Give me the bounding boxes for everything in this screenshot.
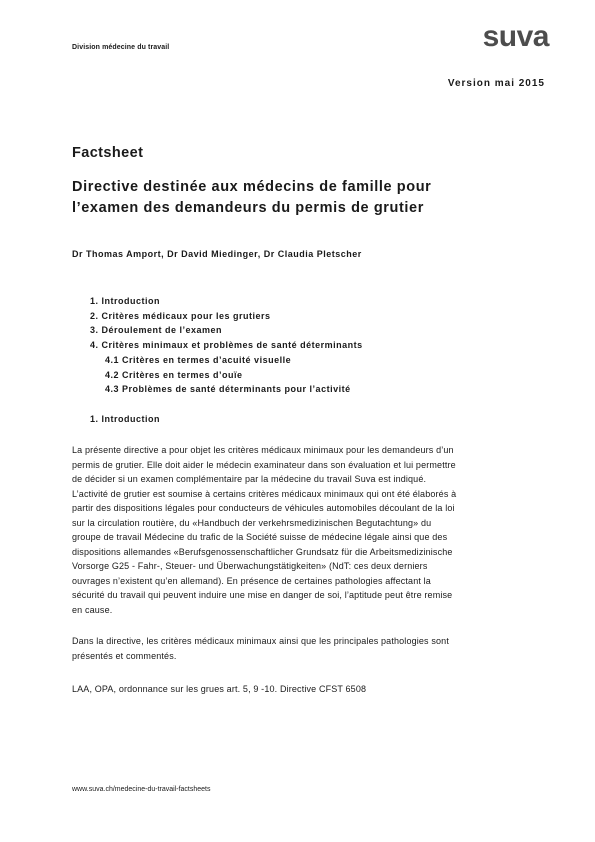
section-heading: 1. Introduction [90,414,160,424]
text-line: groupe de travail Médecine du trafic de la Société suisse de médecine légale ainsi que des [72,532,448,542]
toc-item: 4. Critères minimaux et problèmes de santé déterminants [90,340,363,351]
toc-item: 2. Critères médicaux pour les grutiers [90,310,271,321]
title-line: Directive destinée aux médecins de famille pour [72,179,432,195]
text-line: sécurité du travail qui peuvent induire une mise en danger de soi, l’aptitude peut être remise [72,590,453,600]
text-line: Vorsorge G25 - Fahr-, Steuer- und Überwachungstätigkeiten» (NdT: ces deux derniers [72,561,428,571]
text-line: de décider si un examen complémentaire par la médecine du travail Suva est indiqué. [72,474,427,484]
toc-subitem: 4.2 Critères en termes d’ouïe [105,369,243,380]
text-line: ouvrages n’existent qu’en allemand). En présence de certaines pathologies affectant la [72,575,431,586]
text-line: sur la circulation routière, du «Handbuch der verkehrsmedizinischen Begutachtung» du [72,517,432,528]
text-line: LAA, OPA, ordonnance sur les grues art. 5, 9 -10. Directive CFST 6508 [72,684,367,694]
directive-paragraph [72,634,552,663]
toc-item: 3. Déroulement de l’examen [90,325,223,336]
toc-subitem: 4.3 Problèmes de santé déterminants pour l’activité [105,384,351,395]
text-line: en cause. [72,604,113,615]
toc-item: 1. Introduction [90,296,160,306]
version-label: Version mai 2015 [447,78,545,89]
suva-logo: suva [482,20,549,53]
division-label: Division médecine du travail [72,44,170,51]
toc-subitem: 4.1 Critères en termes d’acuité visuelle [105,354,292,365]
text-line: La présente directive a pour objet les critères médicaux minimaux pour les demandeurs d’un [72,445,454,455]
authors: Dr Thomas Amport, Dr David Miedinger, Dr Claudia Pletscher [72,249,362,259]
title-line: l’examen des demandeurs du permis de grutier [72,200,424,216]
intro-paragraph [72,443,552,617]
text-line: partir des dispositions légales pour conducteurs de véhicules automobiles découlant de la loi [72,503,455,513]
table-of-contents [90,294,363,397]
text-line: présentés et commentés. [72,650,177,661]
factsheet-label: Factsheet [72,145,144,161]
legal-reference [72,682,552,697]
text-line: L’activité de grutier est soumise à certains critères médicaux minimaux qui ont été élaborés à [72,488,457,499]
footer-url[interactable]: www.suva.ch/medecine-du-travail-factsheets [72,786,211,793]
text-line: Dans la directive, les critères médicaux minimaux ainsi que les principales pathologies sont [72,636,449,646]
text-line: dispositions allemandes «Berufsgenossenschaftlicher Grundsatz für die Arbeitsmedizinische [72,546,453,557]
document-title [72,177,542,219]
text-line: permis de grutier. Elle doit aider le médecin examinateur dans son évaluation et lui permettre [72,459,456,470]
